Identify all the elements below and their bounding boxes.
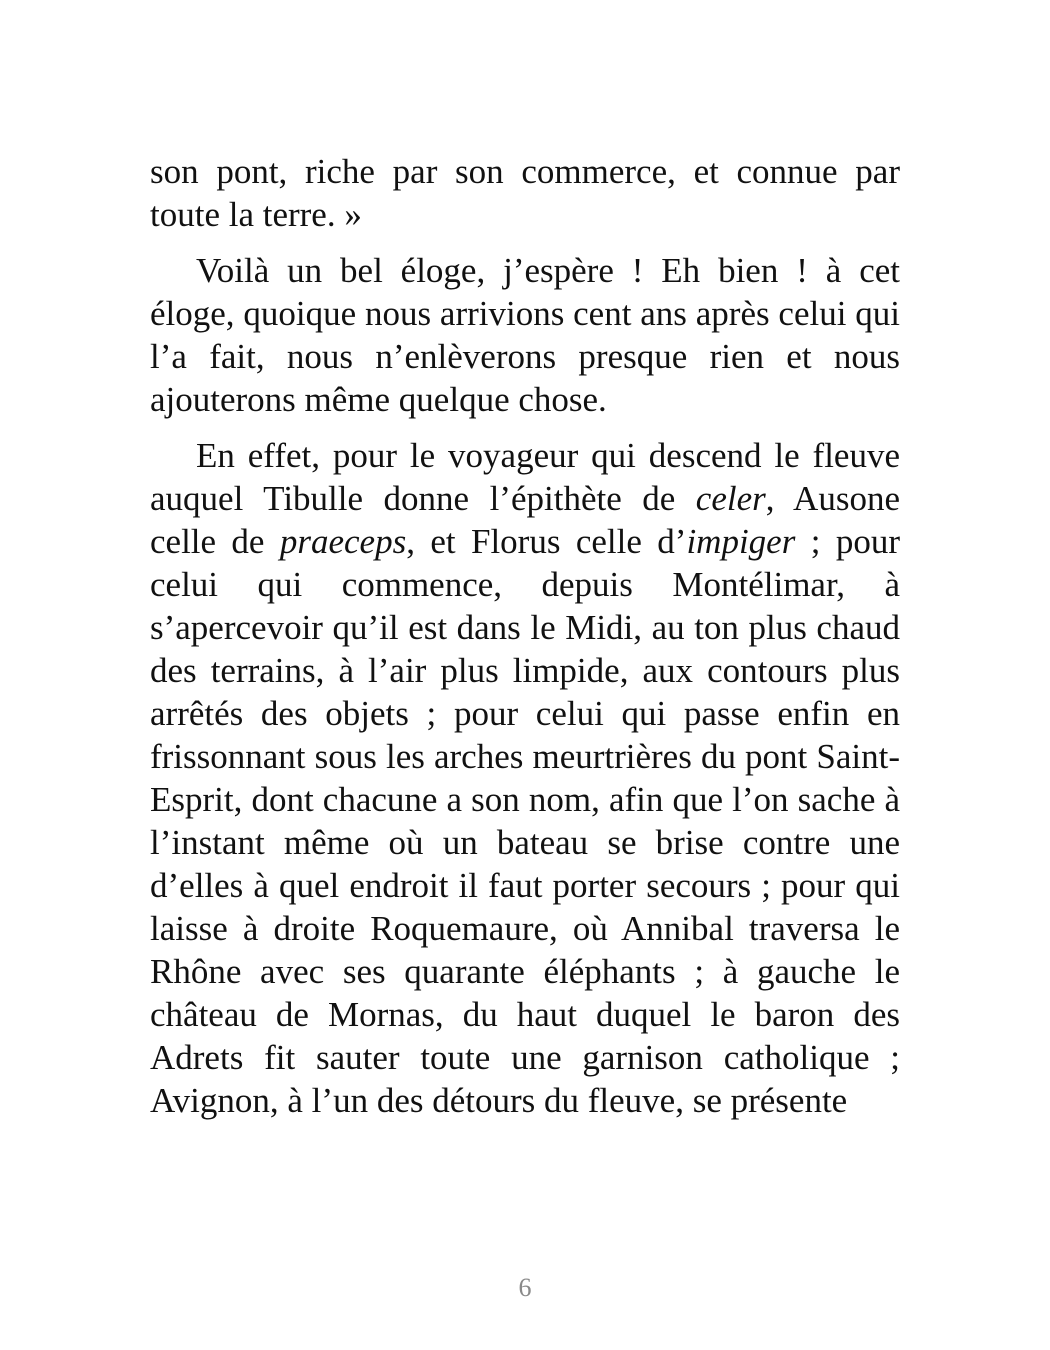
page-number: 6 bbox=[518, 1273, 532, 1302]
text-segment: ; pour celui qui commence, depuis Montélimar, à s’apercevoir qu’il est dans le Midi, au ton plus chaud des terrains, à l’air plus limpide, aux contours plus arrêtés des objets ; pour celui qui passe enfin en frissonnant sous les arches meurtrières du pont Saint-Esprit, dont chacune a son nom, afin que l’on sache à l’instant même où un bateau se brise contre une d’elles à quel endroit il faut porter secours ; pour qui laisse à droite Roquemaure, où Annibal traversa le Rhône avec ses quarante éléphants ; à gauche le château de Mornas, du haut duquel le baron des Adrets fit sauter toute une garnison catholique ; Avignon, à l’un des détours du fleuve, se présente bbox=[150, 522, 900, 1120]
text-segment: , Ausone celle de bbox=[150, 479, 900, 561]
text-segment: En effet, pour le voyageur qui descend le fleuve auquel Tibulle donne l’épithète de bbox=[150, 436, 900, 518]
italic-term-praeceps: praeceps bbox=[279, 522, 407, 561]
text-segment: son pont, riche par son commerce, et connue par toute la terre. » bbox=[150, 152, 900, 234]
paragraph bbox=[150, 249, 900, 421]
paragraph bbox=[150, 434, 900, 1122]
italic-term-celer: celer bbox=[695, 479, 766, 518]
text-segment: Voilà un bel éloge, j’espère ! Eh bien ! à cet éloge, quoique nous arrivions cent ans après celui qui l’a fait, nous n’enlèverons presque rien et nous ajouterons même quelque chose. bbox=[150, 251, 900, 419]
italic-term-impiger: impiger bbox=[686, 522, 796, 561]
paragraph-continued bbox=[150, 150, 900, 236]
page-body bbox=[150, 150, 900, 1135]
text-segment: , et Florus celle d’ bbox=[406, 522, 687, 561]
